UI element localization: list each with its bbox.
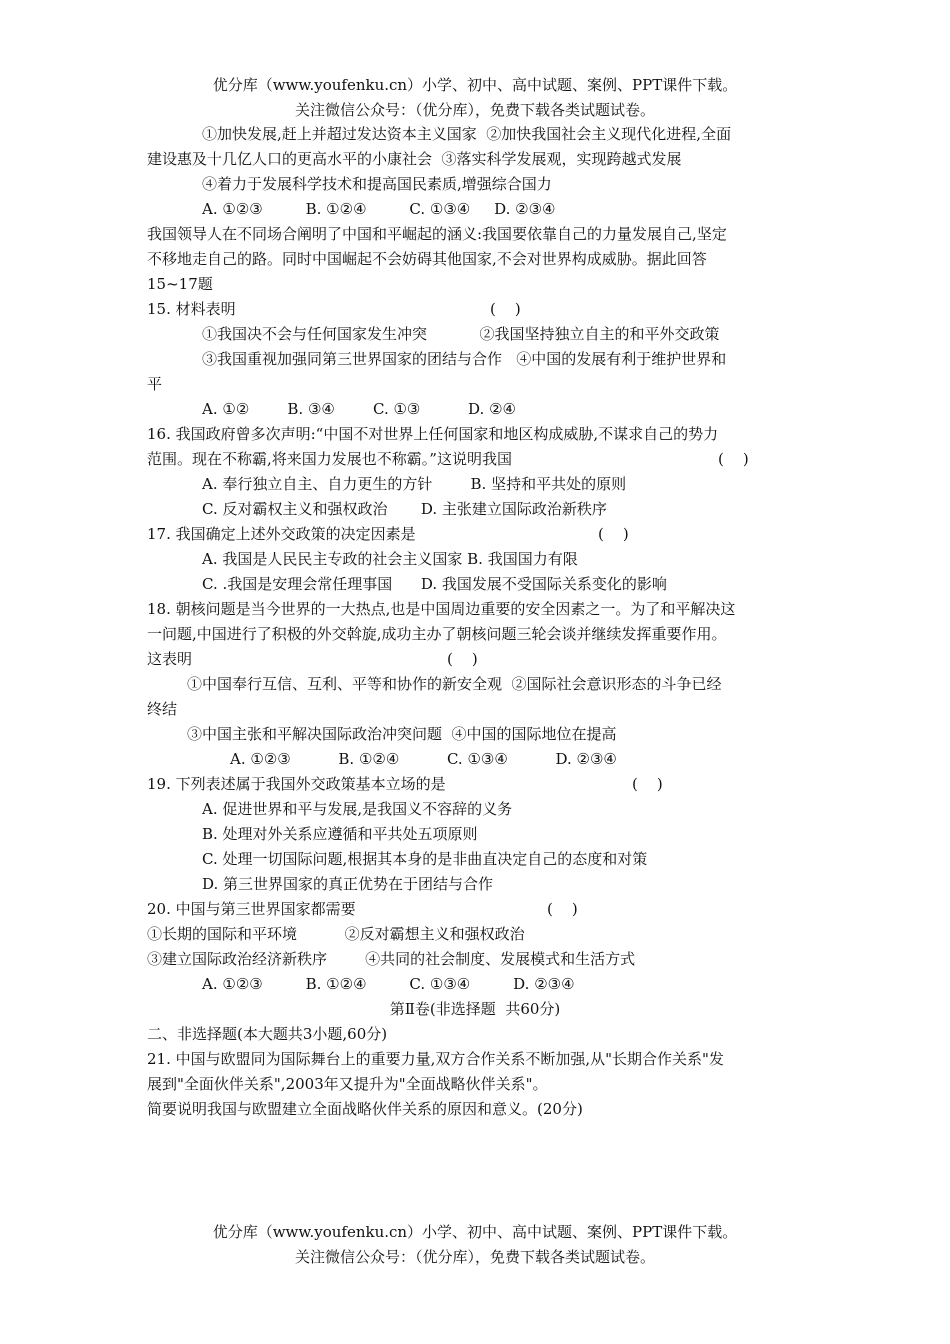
q14-option-1-cont: 建设惠及十几亿人口的更高水平的小康社会 ③落实科学发展观，实现跨越式发展 (147, 150, 682, 168)
q19-option-d: D. 第三世界国家的真正优势在于团结与合作 (202, 875, 494, 893)
passage-line-3: 15~17题 (147, 275, 213, 293)
footer-line-1: 优分库（www.youfenku.cn）小学、初中、高中试题、案例、PPT课件下载。 (212, 1223, 738, 1241)
q18-options-1-cont: 终结 (147, 700, 178, 718)
q15-options-1: ①我国决不会与任何国家发生冲突 ②我国坚持独立自主的和平外交政策 (202, 325, 720, 343)
q20-stem: 20. 中国与第三世界国家都需要 (147, 900, 356, 918)
header-line-2: 关注微信公众号：（优分库），免费下载各类试题试卷。 (294, 101, 655, 119)
q19-option-c: C. 处理一切国际问题,根据其本身的是非曲直决定自己的态度和对策 (202, 850, 648, 868)
q19-answer-paren: ( ) (632, 775, 663, 793)
q20-options-1: ①长期的国际和平环境 ②反对霸想主义和强权政治 (147, 925, 525, 943)
header-line-1: 优分库（www.youfenku.cn）小学、初中、高中试题、案例、PPT课件下载。 (212, 76, 738, 94)
section-heading: 二、非选择题(本大题共3小题,60分) (147, 1025, 388, 1043)
q19-option-b: B. 处理对外关系应遵循和平共处五项原则 (202, 825, 478, 843)
q17-option-cd: C. .我国是安理会常任理事国 D. 我国发展不受国际关系变化的影响 (202, 575, 667, 593)
q16-stem-2: 范围。现在不称霸,将来国力发展也不称霸。”这说明我国 (147, 450, 512, 468)
q17-answer-paren: ( ) (598, 525, 629, 543)
q14-option-4: ④着力于发展科学技术和提高国民素质,增强综合国力 (202, 175, 552, 193)
q20-answers: A. ①②③ B. ①②④ C. ①③④ D. ②③④ (202, 975, 575, 993)
passage-line-1: 我国领导人在不同场合阐明了中国和平崛起的涵义:我国要依靠自己的力量发展自己,坚定 (147, 225, 727, 243)
q20-answer-paren: ( ) (547, 900, 578, 918)
q17-option-ab: A. 我国是人民民主专政的社会主义国家 B. 我国国力有限 (202, 550, 578, 568)
q17-stem: 17. 我国确定上述外交政策的决定因素是 (147, 525, 416, 543)
q18-stem-2: 一问题,中国进行了积极的外交斡旋,成功主办了朝核问题三轮会谈并继续发挥重要作用。 (147, 625, 727, 643)
q18-stem-3: 这表明 (147, 650, 193, 668)
q16-option-cd: C. 反对霸权主义和强权政治 D. 主张建立国际政治新秩序 (202, 500, 607, 518)
q16-answer-paren: ( ) (718, 450, 749, 468)
q19-option-a: A. 促进世界和平与发展,是我国义不容辞的义务 (202, 800, 513, 818)
q18-answers: A. ①②③ B. ①②④ C. ①③④ D. ②③④ (230, 750, 617, 768)
q15-options-2: ③我国重视加强同第三世界国家的团结与合作 ④中国的发展有利于维护世界和 (202, 350, 727, 368)
q18-stem: 18. 朝核问题是当今世界的一大热点,也是中国周边重要的安全因素之一。为了和平解决这 (147, 600, 736, 618)
q18-answer-paren: ( ) (447, 650, 478, 668)
q19-stem: 19. 下列表述属于我国外交政策基本立场的是 (147, 775, 446, 793)
q16-stem: 16. 我国政府曾多次声明:“中国不对世界上任何国家和地区构成威胁,不谋求自己的势力 (147, 425, 719, 443)
q18-options-2: ③中国主张和平解决国际政治冲突问题 ④中国的国际地位在提高 (187, 725, 617, 743)
q15-options-2-cont: 平 (147, 375, 163, 393)
q14-option-1: ①加快发展,赶上并超过发达资本主义国家 ②加快我国社会主义现代化进程,全面 (202, 125, 732, 143)
q20-options-2: ③建立国际政治经济新秩序 ④共同的社会制度、发展模式和生活方式 (147, 950, 636, 968)
q18-options-1: ①中国奉行互信、互利、平等和协作的新安全观 ②国际社会意识形态的斗争已经 (187, 675, 722, 693)
part-2-title: 第Ⅱ卷(非选择题 共60分) (389, 1000, 561, 1018)
q16-option-ab: A. 奉行独立自主、自力更生的方针 B. 坚持和平共处的原则 (202, 475, 627, 493)
q15-answer-paren: ( ) (490, 300, 521, 318)
q15-stem: 15. 材料表明 (147, 300, 236, 318)
q21-line-3: 简要说明我国与欧盟建立全面战略伙伴关系的原因和意义。(20分) (147, 1100, 583, 1118)
q14-answers: A. ①②③ B. ①②④ C. ①③④ D. ②③④ (202, 200, 556, 218)
footer-line-2: 关注微信公众号：（优分库），免费下载各类试题试卷。 (294, 1248, 655, 1266)
q15-answers: A. ①② B. ③④ C. ①③ D. ②④ (202, 400, 516, 418)
passage-line-2: 不移地走自己的路。同时中国崛起不会妨碍其他国家,不会对世界构成威胁。据此回答 (147, 250, 707, 268)
q21-line-1: 21. 中国与欧盟同为国际舞台上的重要力量,双方合作关系不断加强,从"长期合作关系"发 (147, 1050, 724, 1068)
q21-line-2: 展到"全面伙伴关系",2003年又提升为"全面战略伙伴关系"。 (147, 1075, 548, 1093)
